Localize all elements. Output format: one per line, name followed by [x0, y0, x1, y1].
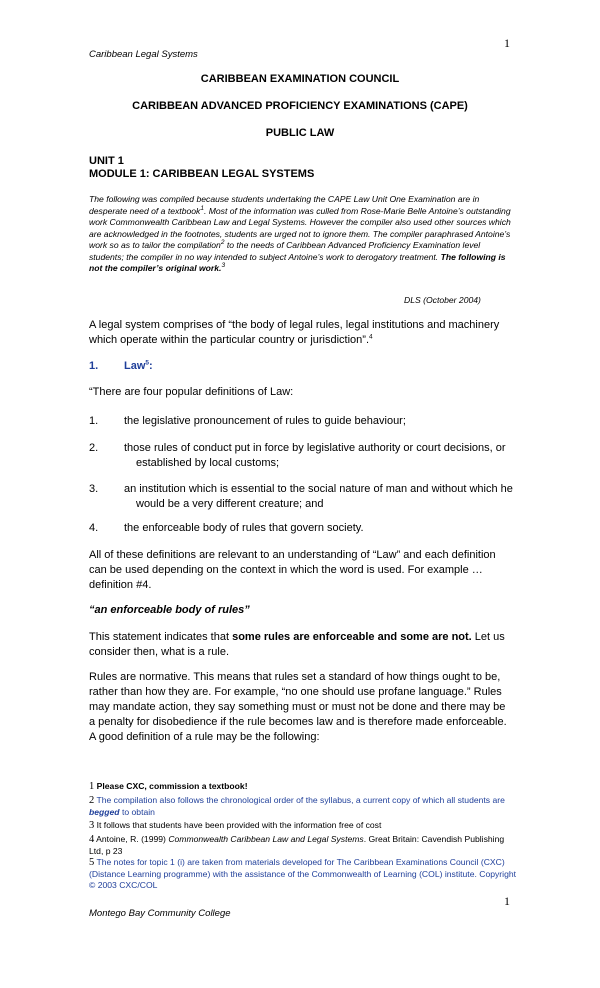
title-council: CARIBBEAN EXAMINATION COUNCIL — [200, 73, 400, 85]
title-subject: PUBLIC LAW — [265, 127, 335, 139]
unit-label: UNIT 1 — [89, 155, 124, 167]
running-header: Caribbean Legal Systems — [89, 49, 198, 60]
definition-item: the legislative pronouncement of rules to guide behaviour; — [124, 415, 406, 427]
page-footer: Montego Bay Community College — [89, 908, 231, 919]
footnote-1: 1 Please CXC, commission a textbook! — [89, 781, 248, 792]
module-label: MODULE 1: CARIBBEAN LEGAL SYSTEMS — [89, 168, 315, 180]
relevance-paragraph: All of these definitions are relevant to an understanding of “Law” and each definition can be used depending on the context in which the word is used. For example … definition #4. — [89, 549, 496, 591]
normative-paragraph: Rules are normative. This means that rules set a standard of how things ought to be, rather than how they are. For example, “no one should use profane language.” Rules may mandate action, they say something must or must not be done and there may be a penalty for disobedience if the rule becomes law and is therefore made enforceable. A good definition of a rule may be the following: — [89, 671, 507, 743]
intro-bold-note: The following is not the compiler’s original work — [89, 251, 506, 273]
definition-number: 1. — [89, 415, 99, 427]
footnote-ref-4: 4 — [369, 333, 373, 341]
definition-item: those rules of conduct put in force by legislative authority or court decisions, or established by local customs; — [124, 442, 506, 469]
definition-number: 4. — [89, 522, 99, 534]
subheading: “an enforceable body of rules” — [89, 604, 250, 616]
footnote-2: 2 The compilation also follows the chronological order of the syllabus, a current copy of which all students are begged to obtain — [89, 795, 505, 817]
section-number: 1. — [89, 360, 99, 372]
footnote-4: 4 Antoine, R. (1999) Commonwealth Caribbean Law and Legal Systems. Great Britain: Cavendish Publishing Ltd, p 23 — [89, 834, 505, 856]
intro-paragraph: The following was compiled because students undertaking the CAPE Law Unit One Examination are in desperate need of a textbook$^1$. Most of the information was culled from Rose-Marie Belle Antoine’s outstanding work Commonwealth Caribbean Law and Legal Systems. However the compiler also used other sources which are acknowledged in the footnotes, students are urged not to ignore them. The compiler paraphrased Antoine’s work so as to tailor the compilation$^2$ to the needs of Caribbean Advanced Proficiency Examination level students; the compiler in no way intended to subject Antoine’s work to derogatory treatment. The following is not the compiler’s original work.$^3$ — [89, 194, 511, 273]
footnote-ref-2: 2 — [220, 239, 225, 247]
page-number-top: 1 — [504, 36, 510, 50]
footnote-3: 3 It follows that students have been provided with the information free of cost — [89, 820, 382, 831]
page-number-bottom: 1 — [504, 894, 510, 908]
section-title: Law$^5$: — [124, 359, 153, 372]
footnote-ref-1: 1 — [200, 204, 204, 212]
legal-system-paragraph: A legal system comprises of “the body of legal rules, legal institutions and machinery which operate within the particular country or jurisdiction”.$^4$ — [89, 319, 500, 346]
footnote-ref-5: 5 — [145, 359, 150, 367]
definitions-intro: “There are four popular definitions of Law: — [89, 386, 294, 398]
definition-item: an institution which is essential to the social nature of man and without which he would be a very different creature; and — [124, 483, 513, 510]
definition-item: the enforceable body of rules that govern society. — [124, 522, 364, 534]
footnote-5: 5 The notes for topic 1 (i) are taken from materials developed for The Caribbean Examinations Council (CXC) (Distance Learning programme) with the assistance of the Commonwealth of Learning (COL) institute. Copyright © 2003 CXC/COL — [89, 857, 517, 890]
definition-number: 3. — [89, 483, 99, 495]
statement-paragraph: This statement indicates that some rules are enforceable and some are not. Let us consider then, what is a rule. — [89, 631, 505, 658]
footnote-ref-3: 3 — [221, 262, 226, 270]
compiler-signature: DLS (October 2004) — [404, 295, 481, 305]
definition-number: 2. — [89, 442, 99, 454]
title-exam: CARIBBEAN ADVANCED PROFICIENCY EXAMINATIONS (CAPE) — [132, 100, 468, 112]
